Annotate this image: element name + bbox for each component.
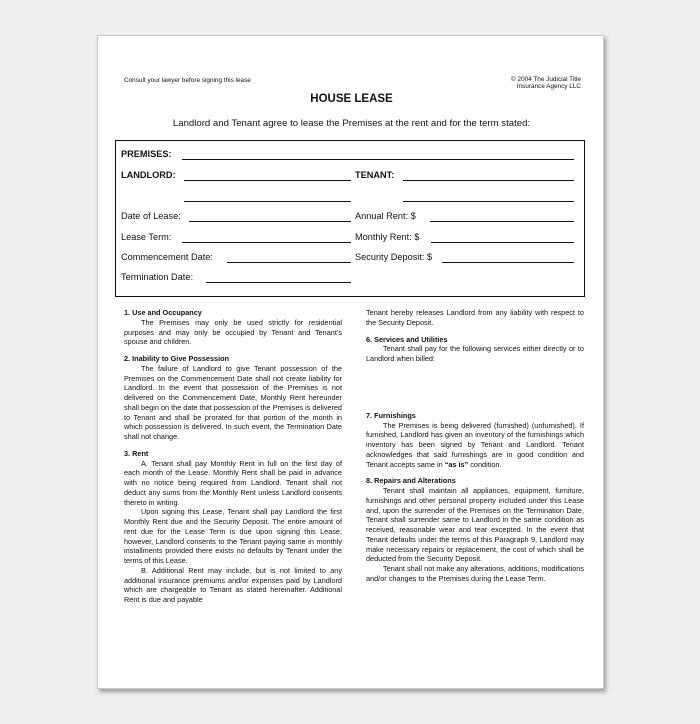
- commencement-date-label: Commencement Date:: [121, 252, 213, 262]
- premises-field[interactable]: [182, 159, 574, 160]
- security-deposit-field[interactable]: [442, 262, 574, 263]
- landlord-field-line-2[interactable]: [184, 201, 351, 202]
- section-7-text-after: condition.: [468, 459, 502, 469]
- section-6-body: Tenant shall pay for the following services either directly or to Landlord when billed:: [366, 344, 584, 363]
- termination-date-label: Termination Date:: [121, 272, 194, 282]
- section-1-body: The Premises may only be used strictly for residential purposes and may only be occupied by Tenant and Tenant’s spouse and children.: [124, 317, 342, 347]
- monthly-rent-label: Monthly Rent: $: [355, 232, 420, 242]
- landlord-field[interactable]: [184, 180, 351, 181]
- date-of-lease-label: Date of Lease:: [121, 211, 181, 221]
- landlord-label: LANDLORD:: [121, 170, 176, 180]
- date-of-lease-field[interactable]: [189, 221, 351, 222]
- document-title: HOUSE LEASE: [310, 93, 393, 105]
- section-2-heading: 2. Inability to Give Possession: [124, 354, 230, 363]
- lawyer-note: Consult your lawyer before signing this lease: [124, 77, 251, 84]
- copyright-line-2: Insurance Agency LLC: [516, 83, 581, 91]
- monthly-rent-field[interactable]: [431, 242, 574, 243]
- section-3-para-a-cont: Upon signing this Lease, Tenant shall pay Landlord the first Monthly Rent due and the Security Deposit. The entire amount of rent due for the Lease Term is due upon signing this Lease; however, Landlord consents to the Tenant paying same in monthly installments provided there exists no defaults by Tenant under the terms of this Lease.: [124, 507, 342, 565]
- tenant-field-line-2[interactable]: [403, 201, 574, 202]
- tenant-field[interactable]: [403, 180, 574, 181]
- termination-date-field[interactable]: [206, 282, 351, 283]
- annual-rent-field[interactable]: [430, 221, 574, 222]
- lease-page: [97, 35, 604, 689]
- section-7-heading: 7. Furnishings: [366, 410, 416, 420]
- section-3-para-a: A. Tenant shall pay Monthly Rent in full on the first day of each month of the Lease. Monthly Rent shall be paid in advance with no notice being required from Landlord. Tenant shall not deduct any sums from the Monthly Rent unless Landlord consents thereto in writing.: [124, 458, 342, 507]
- section-1-heading: 1. Use and Occupancy: [124, 308, 202, 317]
- section-3-heading: 3. Rent: [124, 448, 149, 458]
- tenant-label: TENANT:: [355, 170, 395, 180]
- copyright-notice: [511, 76, 581, 91]
- document-subtitle: Landlord and Tenant agree to lease the Premises at the rent and for the term stated:: [172, 118, 531, 129]
- section-7-body: [366, 421, 584, 470]
- terms-column-right: [366, 308, 584, 584]
- section-8-heading: 8. Repairs and Alterations: [366, 476, 456, 486]
- section-8-body-2: Tenant shall not make any alterations, additions, modifications and/or changes to the Premises during the Lease Term.: [366, 564, 584, 583]
- terms-column-left: [124, 308, 342, 605]
- section-3-para-b: B. Additional Rent may include, but is not limited to any additional insurance premiums and/or expenses paid by Landlord which are chargeable to Tenant as stated hereinafter. Additional Rent is due and payable: [124, 565, 342, 604]
- section-7-text-before: The Premises is being delivered (furnished) (unfurnished). If furnished, Landlord has given an inventory of the furnishings which inventory has been signed by Tenant and Landlord. Tenant acknowledges that said furnishings are in good condition and Tenant accepts same in: [366, 420, 584, 469]
- section-8-body: Tenant shall maintain all appliances, equipment, furniture, furnishings and other personal property included under this Lease and, upon the surrender of the Premises on the Termination Date, Tenant shall surrender same to Landlord in the same condition as received, reasonable wear and tear excepted. In the event that Tenant defaults under the terms of this Paragraph 9, Landlord may make necessary repairs or replacement, the cost of which shall be deducted from the Security Deposit.: [366, 486, 584, 564]
- lease-term-field[interactable]: [182, 242, 351, 243]
- lease-term-label: Lease Term:: [121, 232, 172, 242]
- security-deposit-label: Security Deposit: $: [355, 252, 433, 262]
- annual-rent-label: Annual Rent: $: [355, 211, 416, 221]
- lease-details-form: [115, 140, 585, 297]
- security-deposit-continuation: Tenant hereby releases Landlord from any liability with respect to the Security Deposit.: [366, 308, 584, 327]
- copyright-line-1: © 2004 The Judicial Title: [511, 76, 581, 83]
- section-2-body: The failure of Landlord to give Tenant possession of the Premises on the Commencement Date shall not create liability for Landlord. In the event that possession of the Premises is not delivered on the Commencement Date, Monthly Rent hereunder shall begin on the date that possession of the Premises is delivered to Tenant and shall be prorated for that portion of the month in which possession is delivered. In such event, the Termination Date shall not change.: [124, 363, 342, 441]
- as-is-emphasis: “as is”: [444, 459, 469, 469]
- section-6-heading: 6. Services and Utilities: [366, 334, 448, 344]
- commencement-date-field[interactable]: [227, 262, 351, 263]
- premises-label: PREMISES:: [121, 149, 172, 159]
